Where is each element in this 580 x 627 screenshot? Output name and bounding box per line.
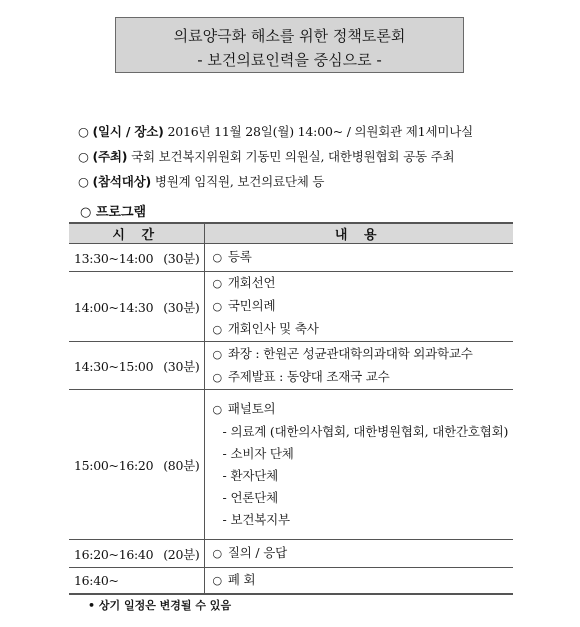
agenda-item xyxy=(213,569,514,592)
time-duration: (20분) xyxy=(163,546,200,562)
table-row xyxy=(69,390,513,540)
info-value: 병원계 임직원, 보건의료단체 등 xyxy=(154,174,325,189)
info-bullet: ○ xyxy=(78,149,89,164)
agenda-item xyxy=(213,398,514,421)
item-text: 패널토의 xyxy=(227,401,276,416)
table-row xyxy=(69,540,513,568)
schedule-note: • 상기 일정은 변경될 수 있음 xyxy=(88,599,232,612)
table-row xyxy=(69,342,513,390)
time-cell xyxy=(69,272,204,342)
item-text: 개회선언 xyxy=(227,275,276,290)
document-subtitle: - 보건의료인력을 중심으로 - xyxy=(197,51,382,69)
item-text: 등록 xyxy=(227,249,252,264)
content-cell xyxy=(204,342,513,390)
sub-item xyxy=(213,509,514,531)
title-box xyxy=(115,17,464,73)
item-text: 질의 / 응답 xyxy=(227,545,287,560)
dash-marker: - xyxy=(222,446,227,461)
agenda-item xyxy=(213,295,514,318)
table-row xyxy=(69,272,513,342)
item-text: 국민의례 xyxy=(227,298,276,313)
dash-marker: - xyxy=(222,490,227,505)
time-range: 14:00~14:30 xyxy=(74,299,154,315)
circle-bullet-icon: ○ xyxy=(212,323,222,336)
table-row xyxy=(69,244,513,272)
info-value: 2016년 11월 28일(월) 14:00~ / 의원회관 제1세미나실 xyxy=(167,124,473,139)
dash-marker: - xyxy=(222,424,227,439)
agenda-item xyxy=(213,366,514,389)
time-cell xyxy=(69,540,204,568)
program-table-body xyxy=(69,244,513,594)
time-cell xyxy=(69,568,204,594)
time-range: 13:30~14:00 xyxy=(74,250,154,266)
agenda-item xyxy=(213,246,514,269)
sub-item xyxy=(213,465,514,487)
circle-bullet-icon: ○ xyxy=(212,547,222,560)
content-cell xyxy=(204,540,513,568)
time-range: 16:40~ xyxy=(74,572,119,588)
dash-marker: - xyxy=(222,468,227,483)
time-cell xyxy=(69,390,204,540)
item-text: 의료계 (대한의사협회, 대한병원협회, 대한간호협회) xyxy=(230,424,509,439)
time-duration: (30분) xyxy=(163,358,200,374)
sub-item xyxy=(213,421,514,443)
agenda-item xyxy=(213,318,514,341)
item-text: 좌장 : 한원곤 성균관대학의과대학 외과학교수 xyxy=(227,345,473,361)
content-cell xyxy=(204,272,513,342)
dash-marker: - xyxy=(222,512,227,527)
item-text: 개회인사 및 축사 xyxy=(227,321,319,336)
time-cell xyxy=(69,244,204,272)
circle-bullet-icon: ○ xyxy=(212,251,222,264)
program-table xyxy=(69,222,513,595)
info-bullet: ○ xyxy=(78,124,89,139)
time-duration: (80분) xyxy=(163,457,200,473)
time-range: 15:00~16:20 xyxy=(74,457,154,473)
item-text: 폐 회 xyxy=(227,571,256,587)
table-header-row xyxy=(69,223,513,244)
agenda-item xyxy=(213,343,514,366)
content-cell xyxy=(204,390,513,540)
circle-bullet-icon: ○ xyxy=(212,573,222,587)
info-attendees xyxy=(78,172,324,190)
document-title: 의료양극화 해소를 위한 정책토론회 xyxy=(173,27,406,45)
table-row xyxy=(69,568,513,594)
content-cell xyxy=(204,568,513,594)
header-time: 시 간 xyxy=(69,223,204,244)
item-text: 소비자 단체 xyxy=(230,446,294,461)
info-value: 국회 보건복지위원회 기동민 의원실, 대한병원협회 공동 주최 xyxy=(131,149,455,164)
circle-bullet-icon: ○ xyxy=(212,403,222,416)
info-host xyxy=(78,147,454,165)
time-range: 16:20~16:40 xyxy=(74,546,154,562)
info-label: (일시 / 장소) xyxy=(92,124,164,139)
circle-bullet-icon: ○ xyxy=(212,370,222,384)
circle-bullet-icon: ○ xyxy=(212,347,222,361)
sub-item xyxy=(213,443,514,465)
info-bullet: ○ xyxy=(78,174,89,189)
header-content: 내 용 xyxy=(204,223,513,244)
program-heading: ○ 프로그램 xyxy=(80,205,147,220)
time-cell xyxy=(69,342,204,390)
item-text: 언론단체 xyxy=(230,490,279,505)
sub-item xyxy=(213,487,514,509)
info-label: (참석대상) xyxy=(92,174,152,189)
item-text: 보건복지부 xyxy=(230,512,290,527)
time-duration: (30분) xyxy=(163,250,200,266)
info-date-venue xyxy=(78,122,473,140)
agenda-item xyxy=(213,542,514,565)
content-cell xyxy=(204,244,513,272)
item-text: 환자단체 xyxy=(230,468,279,483)
agenda-item xyxy=(213,272,514,295)
circle-bullet-icon: ○ xyxy=(212,300,222,313)
time-range: 14:30~15:00 xyxy=(74,358,154,374)
item-text: 주제발표 : 동양대 조재국 교수 xyxy=(227,368,390,384)
circle-bullet-icon: ○ xyxy=(212,277,222,290)
time-duration: (30분) xyxy=(163,299,200,315)
info-label: (주최) xyxy=(92,149,128,164)
